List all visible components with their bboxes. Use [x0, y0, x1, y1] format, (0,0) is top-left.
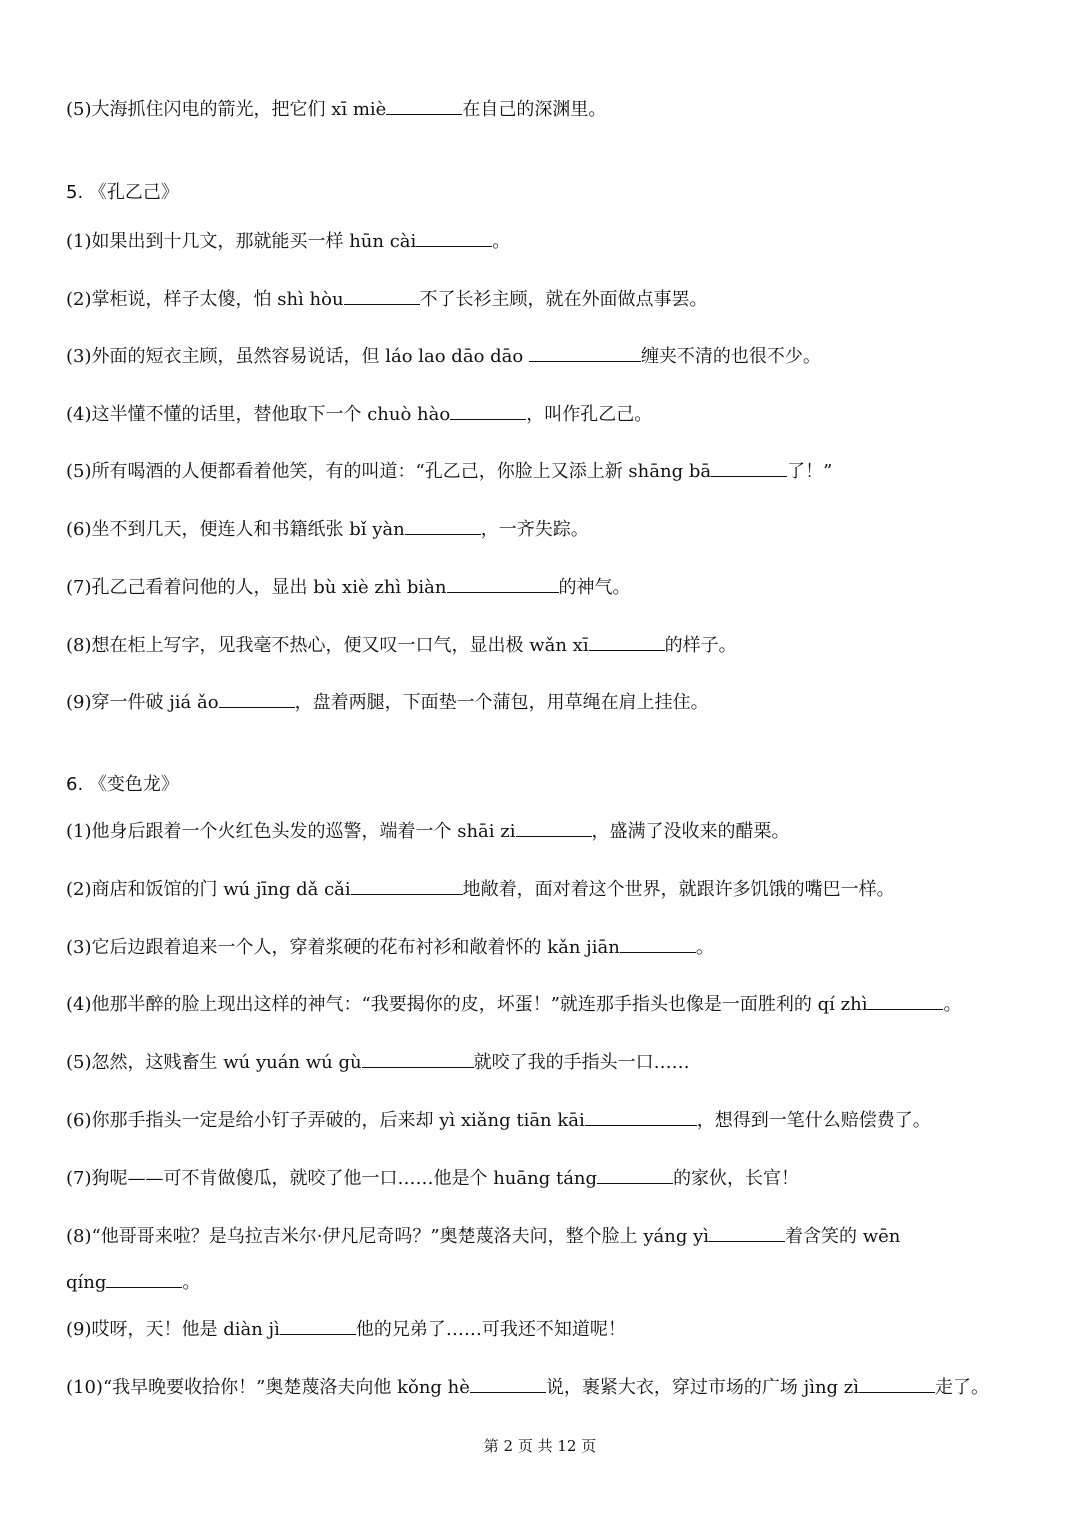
answer-blank[interactable] [589, 634, 665, 651]
question-line: (7)孔乙己看着问他的人，显出 bù xiè zhì biàn 的神气。 [66, 577, 631, 598]
answer-blank[interactable] [529, 345, 641, 362]
question-line: (2)商店和饭馆的门 wú jīng dǎ cǎi 地敞着，面对着这个世界，就跟许多饥饿的嘴巴一样。 [66, 879, 895, 900]
section-heading: 5. 《孔乙己》 [66, 182, 179, 203]
answer-blank[interactable] [219, 691, 295, 708]
question-line: (4)这半懂不懂的话里，替他取下一个 chuò hào ，叫作孔乙己。 [66, 404, 653, 425]
question-line: qíng 。 [66, 1272, 201, 1293]
answer-blank[interactable] [711, 460, 787, 477]
question-line: (7)狗呢——可不肯做傻瓜，就咬了他一口……他是个 huāng táng 的家伙，长官！ [66, 1168, 800, 1189]
question-line: (6)你那手指头一定是给小钉子弄破的，后来却 yì xiǎng tiān kāi ，想得到一笔什么赔偿费了。 [66, 1110, 931, 1131]
answer-blank[interactable] [344, 288, 420, 305]
question-line: (1)如果出到十几文，那就能买一样 hūn cài 。 [66, 231, 511, 252]
answer-blank[interactable] [386, 98, 462, 115]
answer-blank[interactable] [416, 230, 492, 247]
answer-blank[interactable] [867, 993, 943, 1010]
question-line: (9)穿一件破 jiá ǎo ，盘着两腿，下面垫一个蒲包，用草绳在肩上挂住。 [66, 692, 709, 713]
answer-blank[interactable] [516, 820, 592, 837]
question-line: (5)所有喝酒的人便都看着他笑，有的叫道：“孔乙己，你脸上又添上新 shāng bā 了！” [66, 461, 833, 482]
answer-blank[interactable] [106, 1271, 182, 1288]
question-line: (9)哎呀，天！他是 diàn jì 他的兄弟了……可我还不知道呢！ [66, 1319, 626, 1340]
answer-blank[interactable] [859, 1376, 935, 1393]
question-line: (1)他身后跟着一个火红色头发的巡警，端着一个 shāi zi ，盛满了没收来的醋栗。 [66, 821, 790, 842]
question-line: (3)外面的短衣主顾，虽然容易说话，但 láo lao dāo dāo 缠夹不清的也很不少。 [66, 346, 821, 367]
answer-blank[interactable] [470, 1376, 546, 1393]
section-heading: 6. 《变色龙》 [66, 774, 179, 795]
question-line: (5)大海抓住闪电的箭光，把它们 xī miè 在自己的深渊里。 [66, 99, 607, 120]
question-line: (4)他那半醉的脸上现出这样的神气：“我要揭你的皮，坏蛋！”就连那手指头也像是一面胜利的 qí zhì 。 [66, 994, 962, 1015]
question-line: (8)想在柜上写字，见我毫不热心，便又叹一口气，显出极 wǎn xī 的样子。 [66, 635, 737, 656]
answer-blank[interactable] [405, 518, 481, 535]
question-line: (2)掌柜说，样子太傻，怕 shì hòu 不了长衫主顾，就在外面做点事罢。 [66, 289, 708, 310]
answer-blank[interactable] [447, 576, 559, 593]
question-line: (3)它后边跟着追来一个人，穿着浆硬的花布衬衫和敞着怀的 kǎn jiān 。 [66, 937, 714, 958]
answer-blank[interactable] [450, 403, 526, 420]
question-line: (8)“他哥哥来啦？是乌拉吉米尔·伊凡尼奇吗？”奥楚蔑洛夫问，整个脸上 yáng yì 着含笑的 wēn [66, 1226, 901, 1247]
answer-blank[interactable] [709, 1225, 785, 1242]
question-line: (5)忽然，这贱畜生 wú yuán wú gù 就咬了我的手指头一口…… [66, 1052, 690, 1073]
question-line: (10)“我早晚要收拾你！”奥楚蔑洛夫向他 kǒng hè 说，裹紧大衣，穿过市场的广场 jìng zì 走了。 [66, 1377, 990, 1398]
answer-blank[interactable] [597, 1167, 673, 1184]
answer-blank[interactable] [362, 1051, 474, 1068]
question-line: (6)坐不到几天，便连人和书籍纸张 bǐ yàn ，一齐失踪。 [66, 519, 589, 540]
answer-blank[interactable] [585, 1109, 697, 1126]
answer-blank[interactable] [280, 1318, 356, 1335]
answer-blank[interactable] [620, 936, 696, 953]
answer-blank[interactable] [351, 878, 463, 895]
page-footer: 第 2 页 共 12 页 [483, 1437, 597, 1455]
